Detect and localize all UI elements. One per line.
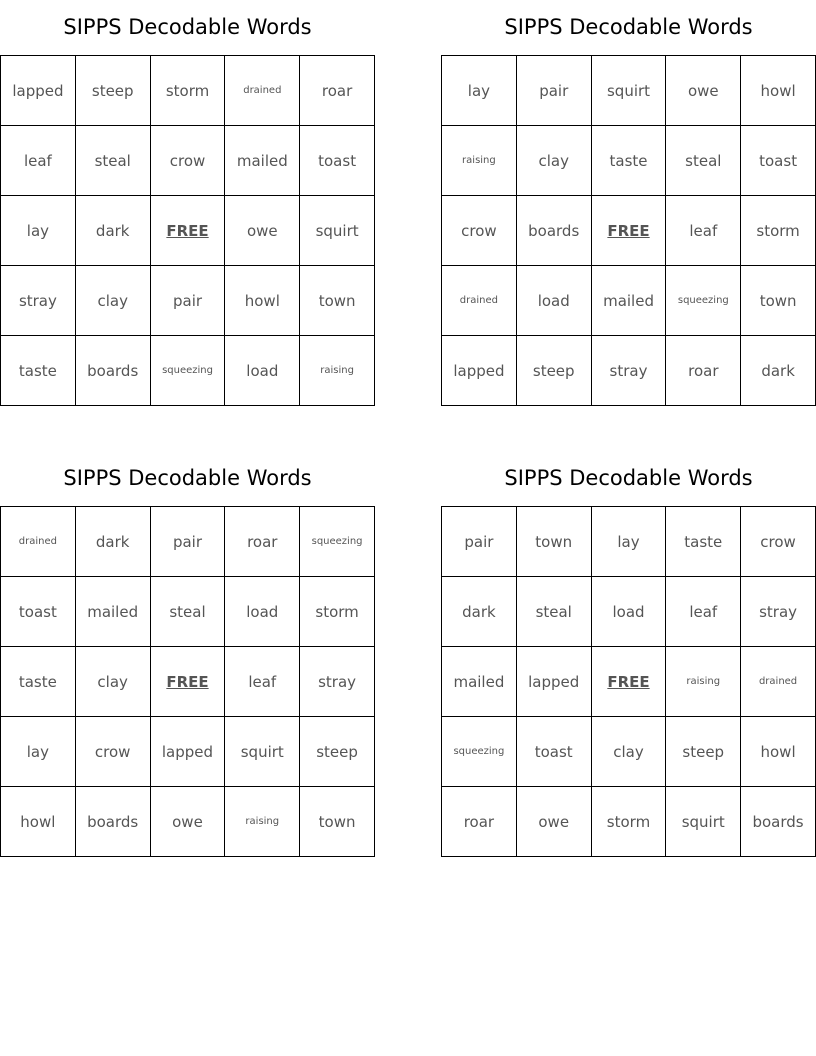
- card-title: SIPPS Decodable Words: [504, 15, 753, 39]
- grid-row: [1, 507, 375, 577]
- word-cell: pair: [442, 507, 517, 577]
- word-cell: squeezing: [442, 717, 517, 787]
- word-cell: dark: [75, 507, 150, 577]
- word-cell: pair: [150, 266, 225, 336]
- word-cell: owe: [666, 56, 741, 126]
- word-cell: load: [591, 577, 666, 647]
- word-cell: storm: [150, 56, 225, 126]
- grid-row: [442, 647, 816, 717]
- grid-row: [442, 126, 816, 196]
- grid-row: [1, 196, 375, 266]
- grid-row: [1, 126, 375, 196]
- word-cell: crow: [442, 196, 517, 266]
- word-cell: dark: [741, 336, 816, 406]
- word-cell: raising: [225, 787, 300, 857]
- bingo-grid: [441, 55, 816, 406]
- word-cell: taste: [591, 126, 666, 196]
- word-cell: howl: [741, 56, 816, 126]
- word-cell: squeezing: [150, 336, 225, 406]
- word-cell: roar: [225, 507, 300, 577]
- grid-row: [1, 647, 375, 717]
- word-cell: mailed: [225, 126, 300, 196]
- word-cell: raising: [442, 126, 517, 196]
- free-space-cell: FREE: [150, 647, 225, 717]
- word-cell: drained: [741, 647, 816, 717]
- word-cell: howl: [1, 787, 76, 857]
- grid-row: [442, 717, 816, 787]
- word-cell: roar: [666, 336, 741, 406]
- word-cell: crow: [75, 717, 150, 787]
- word-cell: owe: [225, 196, 300, 266]
- bingo-card-1: [0, 0, 375, 406]
- word-cell: dark: [75, 196, 150, 266]
- word-cell: load: [225, 577, 300, 647]
- word-cell: storm: [591, 787, 666, 857]
- grid-row: [442, 336, 816, 406]
- word-cell: crow: [150, 126, 225, 196]
- word-cell: roar: [442, 787, 517, 857]
- grid-row: [1, 717, 375, 787]
- word-cell: toast: [516, 717, 591, 787]
- word-cell: town: [300, 266, 375, 336]
- grid-row: [442, 56, 816, 126]
- word-cell: steep: [300, 717, 375, 787]
- word-cell: toast: [1, 577, 76, 647]
- word-cell: squirt: [591, 56, 666, 126]
- word-cell: mailed: [591, 266, 666, 336]
- grid-row: [442, 507, 816, 577]
- word-cell: drained: [1, 507, 76, 577]
- bingo-grid: [0, 506, 375, 857]
- card-title: SIPPS Decodable Words: [63, 15, 312, 39]
- grid-row: [1, 266, 375, 336]
- grid-row: [442, 787, 816, 857]
- word-cell: dark: [442, 577, 517, 647]
- word-cell: stray: [300, 647, 375, 717]
- bingo-card-2: [441, 0, 816, 406]
- word-cell: load: [516, 266, 591, 336]
- word-cell: taste: [1, 336, 76, 406]
- word-cell: stray: [591, 336, 666, 406]
- word-cell: taste: [666, 507, 741, 577]
- grid-row: [442, 577, 816, 647]
- word-cell: steal: [516, 577, 591, 647]
- word-cell: raising: [300, 336, 375, 406]
- word-cell: owe: [516, 787, 591, 857]
- word-cell: load: [225, 336, 300, 406]
- word-cell: taste: [1, 647, 76, 717]
- word-cell: squeezing: [300, 507, 375, 577]
- bingo-grid: [441, 506, 816, 857]
- word-cell: mailed: [75, 577, 150, 647]
- word-cell: lapped: [516, 647, 591, 717]
- word-cell: roar: [300, 56, 375, 126]
- word-cell: steep: [75, 56, 150, 126]
- word-cell: steal: [75, 126, 150, 196]
- word-cell: boards: [516, 196, 591, 266]
- free-space-cell: FREE: [150, 196, 225, 266]
- word-cell: clay: [75, 266, 150, 336]
- word-cell: howl: [741, 717, 816, 787]
- word-cell: leaf: [1, 126, 76, 196]
- word-cell: leaf: [666, 577, 741, 647]
- word-cell: town: [516, 507, 591, 577]
- word-cell: boards: [75, 336, 150, 406]
- word-cell: lapped: [1, 56, 76, 126]
- word-cell: pair: [150, 507, 225, 577]
- word-cell: pair: [516, 56, 591, 126]
- word-cell: steal: [666, 126, 741, 196]
- word-cell: boards: [75, 787, 150, 857]
- word-cell: stray: [741, 577, 816, 647]
- card-title: SIPPS Decodable Words: [504, 466, 753, 490]
- word-cell: mailed: [442, 647, 517, 717]
- grid-row: [1, 787, 375, 857]
- word-cell: squirt: [300, 196, 375, 266]
- word-cell: howl: [225, 266, 300, 336]
- grid-row: [442, 196, 816, 266]
- word-cell: town: [741, 266, 816, 336]
- card-title: SIPPS Decodable Words: [63, 466, 312, 490]
- word-cell: boards: [741, 787, 816, 857]
- word-cell: toast: [741, 126, 816, 196]
- word-cell: clay: [516, 126, 591, 196]
- word-cell: storm: [300, 577, 375, 647]
- word-cell: clay: [591, 717, 666, 787]
- word-cell: leaf: [666, 196, 741, 266]
- word-cell: stray: [1, 266, 76, 336]
- bingo-grid: [0, 55, 375, 406]
- grid-row: [442, 266, 816, 336]
- word-cell: steep: [666, 717, 741, 787]
- word-cell: raising: [666, 647, 741, 717]
- word-cell: leaf: [225, 647, 300, 717]
- word-cell: lay: [591, 507, 666, 577]
- free-space-cell: FREE: [591, 647, 666, 717]
- word-cell: steep: [516, 336, 591, 406]
- bingo-card-3: [0, 451, 375, 857]
- free-space-cell: FREE: [591, 196, 666, 266]
- grid-row: [1, 577, 375, 647]
- word-cell: squirt: [225, 717, 300, 787]
- word-cell: drained: [225, 56, 300, 126]
- word-cell: owe: [150, 787, 225, 857]
- word-cell: lay: [442, 56, 517, 126]
- word-cell: lapped: [150, 717, 225, 787]
- word-cell: lay: [1, 717, 76, 787]
- word-cell: squirt: [666, 787, 741, 857]
- word-cell: lay: [1, 196, 76, 266]
- word-cell: storm: [741, 196, 816, 266]
- word-cell: steal: [150, 577, 225, 647]
- grid-row: [1, 56, 375, 126]
- bingo-card-4: [441, 451, 816, 857]
- word-cell: drained: [442, 266, 517, 336]
- grid-row: [1, 336, 375, 406]
- word-cell: lapped: [442, 336, 517, 406]
- word-cell: squeezing: [666, 266, 741, 336]
- word-cell: town: [300, 787, 375, 857]
- word-cell: crow: [741, 507, 816, 577]
- word-cell: clay: [75, 647, 150, 717]
- word-cell: toast: [300, 126, 375, 196]
